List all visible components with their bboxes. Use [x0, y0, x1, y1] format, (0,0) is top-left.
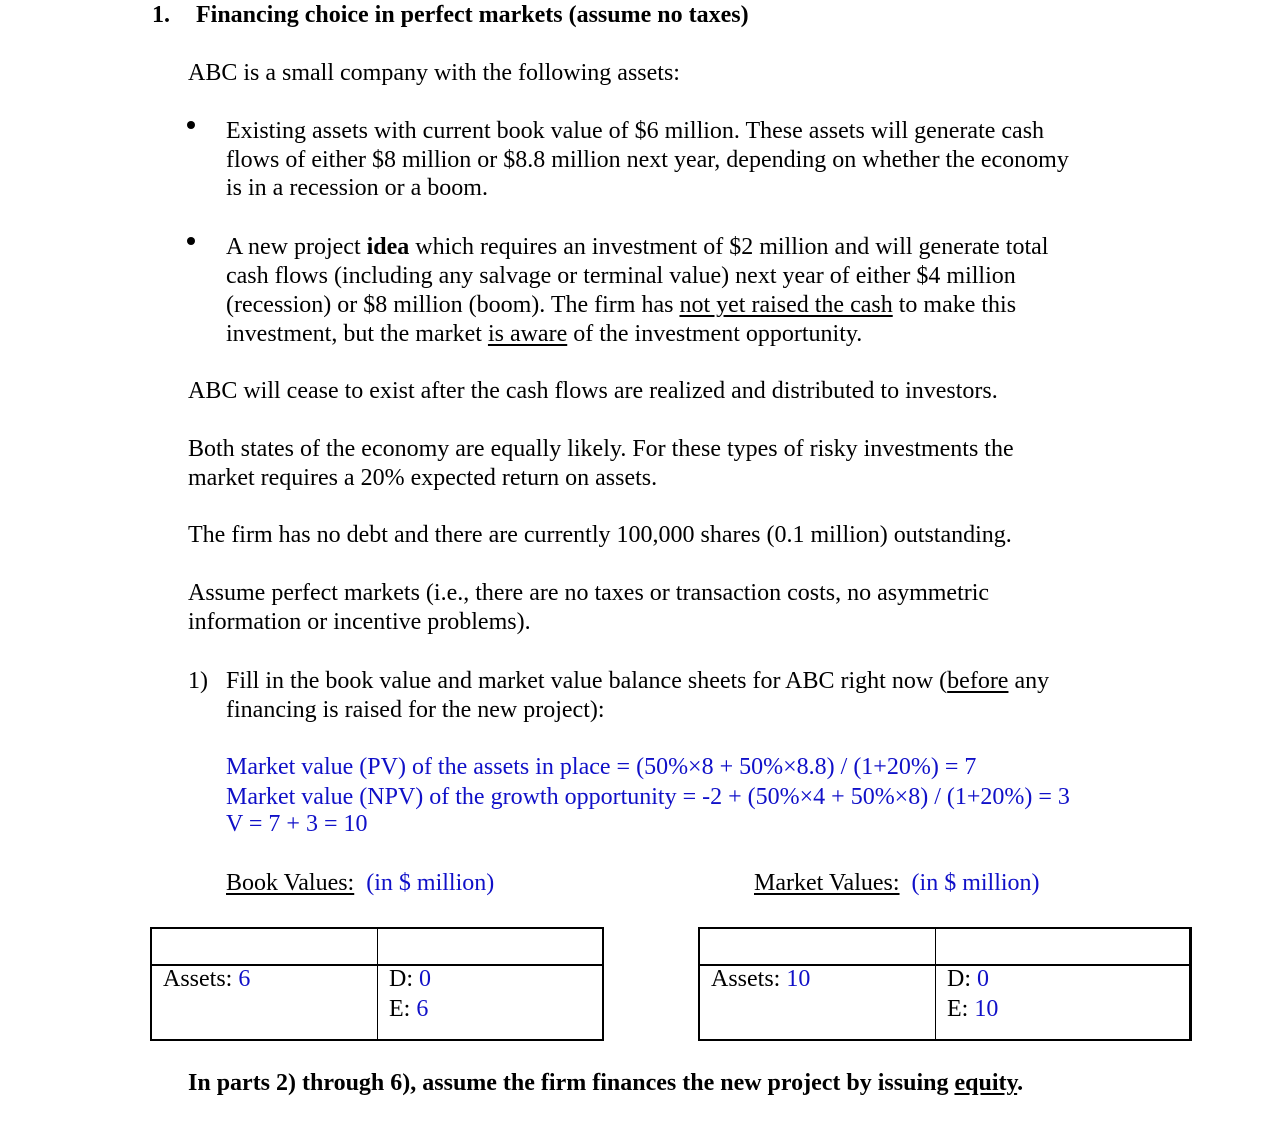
- book-values-heading: Book Values: (in $ million): [226, 870, 495, 896]
- line: investment, but the market is aware of the investment opportunity.: [226, 321, 863, 347]
- market-assets-cell: Assets: 10: [711, 966, 811, 992]
- para-debt: The firm has no debt and there are currently 100,000 shares (0.1 million) outstanding.: [188, 522, 1012, 548]
- subquestion-text: Fill in the book value and market value balance sheets for ABC right now (before any financing is raised for the new project):: [226, 668, 1050, 723]
- bullet-new-project: [226, 233, 1048, 349]
- para-cease: ABC will cease to exist after the cash flows are realized and distributed to investors.: [188, 378, 998, 404]
- intro: ABC is a small company with the following assets:: [188, 60, 680, 86]
- para-perfect: Assume perfect markets (i.e., there are no taxes or transaction costs, no asymmetric information or incentive problems).: [188, 580, 990, 635]
- para-states: Both states of the economy are equally likely. For these types of risky investments the market requires a 20% expected return on assets.: [188, 436, 1014, 491]
- bullet-existing-assets: [226, 117, 1069, 203]
- bullet-icon: [187, 121, 195, 129]
- bullet-icon: [187, 237, 195, 245]
- line: is in a recession or a boom.: [226, 175, 488, 201]
- footer-instruction: In parts 2) through 6), assume the firm finances the new project by issuing equity.: [188, 1070, 1024, 1096]
- subquestion-number: 1): [188, 668, 208, 694]
- market-values-heading: Market Values: (in $ million): [754, 870, 1040, 896]
- book-assets-cell: Assets: 6: [163, 966, 251, 992]
- market-liabilities-cell: D: 0 E: 10: [947, 966, 999, 1022]
- line: A new project idea which requires an investment of $2 million and will generate total: [226, 234, 1049, 260]
- question-number: 1.: [152, 2, 170, 28]
- line: flows of either $8 million or $8.8 million next year, depending on whether the economy: [226, 147, 1069, 173]
- book-liabilities-cell: D: 0 E: 6: [389, 966, 431, 1022]
- book-balance-sheet: [150, 927, 604, 1041]
- line: cash flows (including any salvage or terminal value) next year of either $4 million: [226, 263, 1016, 289]
- market-balance-sheet: [698, 927, 1192, 1041]
- question-title: Financing choice in perfect markets (assume no taxes): [196, 2, 749, 28]
- line: Existing assets with current book value of $6 million. These assets will generate cash: [226, 118, 1045, 144]
- line: (recession) or $8 million (boom). The firm has not yet raised the cash to make this: [226, 292, 1017, 318]
- answer-text: Market value (PV) of the assets in place = (50%×8 + 50%×8.8) / (1+20%) = 7 Market value (NPV) of the growth opportunity = -2 + (50%×4 + 50%×8) / (1+20%) = 3 V = 7 + 3 = 10: [226, 754, 1070, 837]
